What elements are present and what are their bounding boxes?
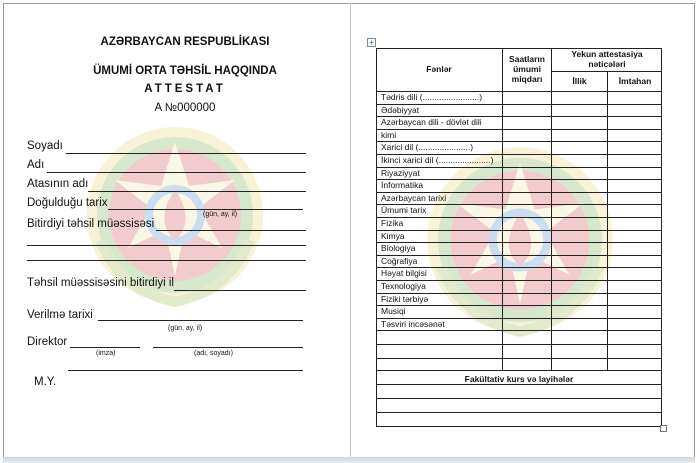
subject-row-label: Tədris dili (........................) [381, 92, 483, 102]
school-field-line-2[interactable] [27, 245, 306, 246]
stamp-label: M.Y. [34, 376, 57, 388]
subject-row-label: Azərbaycan dili - dövlət dili [381, 117, 482, 128]
table-row-line [376, 217, 662, 218]
subject-row-label: Kimya [381, 230, 405, 241]
subject-row-label: Fiziki tərbiyə [381, 293, 429, 304]
table-column-line [502, 48, 503, 370]
birth-date-field[interactable] [108, 209, 303, 210]
hours-header: Saatların ümumi miqdarı [509, 54, 545, 84]
subject-row-label: Coğrafiya [381, 255, 418, 266]
subject-row-label: Fizika [381, 218, 404, 228]
subject-row-label: Texnologiya [381, 281, 426, 291]
subject-row-label: Ümumi tarix [381, 205, 427, 216]
finish-year-label: Təhsil müəssisəsini bitirdiyi il [27, 277, 174, 289]
elective-row-line [376, 398, 662, 399]
subject-row-label: Ədəbiyyat [381, 104, 420, 115]
signature-hint: (imza) [96, 350, 116, 357]
issue-date-field[interactable] [98, 320, 303, 321]
birth-date-hint: (gün, ay, il) [203, 211, 238, 218]
results-header: Yekun attestasiya nəticələri [571, 49, 643, 69]
subject-row-label: Azərbaycan tarixi [381, 192, 447, 203]
subject-row-label: Biologiya [381, 243, 416, 254]
subject-row-label: Riyaziyyat [381, 167, 420, 178]
director-signature-field[interactable] [70, 347, 140, 348]
exam-header: İmtahan [618, 76, 652, 86]
name-field[interactable] [47, 172, 306, 173]
table-column-line [607, 71, 608, 370]
grades-table [376, 48, 662, 427]
electives-header: Fakültativ kurs və layihələr [464, 374, 574, 384]
country-title: AZƏRBAYCAN RESPUBLİKASI [100, 36, 270, 48]
table-row-line [376, 129, 662, 130]
subject-row-label: İkinci xarici dil (......................) [381, 155, 494, 165]
subject-row-label: Həyat bilgisi [381, 268, 427, 279]
stamp-line [68, 370, 303, 371]
subject-row-label: Xarici dil (......................) [381, 142, 474, 153]
school-field-line-1[interactable] [156, 230, 306, 231]
school-label: Bitirdiyi təhsil müəssisəsi [27, 218, 155, 230]
elective-row-line [376, 370, 662, 371]
table-row-line [376, 242, 662, 243]
table-empty-row-line [376, 358, 662, 359]
subject-row-label: kimi [381, 129, 397, 140]
subject-row-label: Təsviri incəsənət [381, 318, 445, 329]
table-row-line [376, 330, 662, 331]
subject-row-label: İnformatika [381, 180, 424, 191]
table-row-line [376, 305, 662, 306]
surname-label: Soyadı [27, 140, 63, 152]
surname-field[interactable] [66, 153, 306, 154]
name-label: Adı [27, 159, 45, 171]
patronymic-field[interactable] [88, 191, 306, 192]
patronymic-label: Atasının adı [27, 178, 89, 190]
document-title: ÜMUMİ ORTA TƏHSİL HAQQINDA [93, 65, 277, 77]
issue-date-label: Verilmə tarixi [27, 309, 93, 321]
school-field-line-3[interactable] [27, 260, 306, 261]
table-empty-row-line [376, 344, 662, 345]
table-row-line [376, 255, 662, 256]
issue-date-hint: (gün, ay, il) [168, 325, 203, 332]
annual-header: İllik [572, 76, 587, 86]
certificate-number: A №000000 [154, 102, 216, 114]
table-resize-handle[interactable] [660, 425, 667, 432]
attestat-title: ATTESTAT [144, 83, 226, 95]
table-move-handle-icon[interactable]: + [367, 38, 376, 47]
director-name-field[interactable] [153, 347, 303, 348]
table-column-line [551, 48, 552, 370]
birth-date-label: Doğulduğu tarix [27, 197, 108, 209]
table-row-line [376, 230, 662, 231]
director-name-hint: (adı, soyadı) [194, 350, 233, 357]
director-label: Direktor [27, 336, 68, 348]
elective-row-line [376, 412, 662, 413]
elective-row-line [376, 384, 662, 385]
subject-row-label: Musiqi [381, 306, 406, 317]
subjects-header: Fənlər [426, 64, 452, 74]
finish-year-field[interactable] [174, 290, 306, 291]
